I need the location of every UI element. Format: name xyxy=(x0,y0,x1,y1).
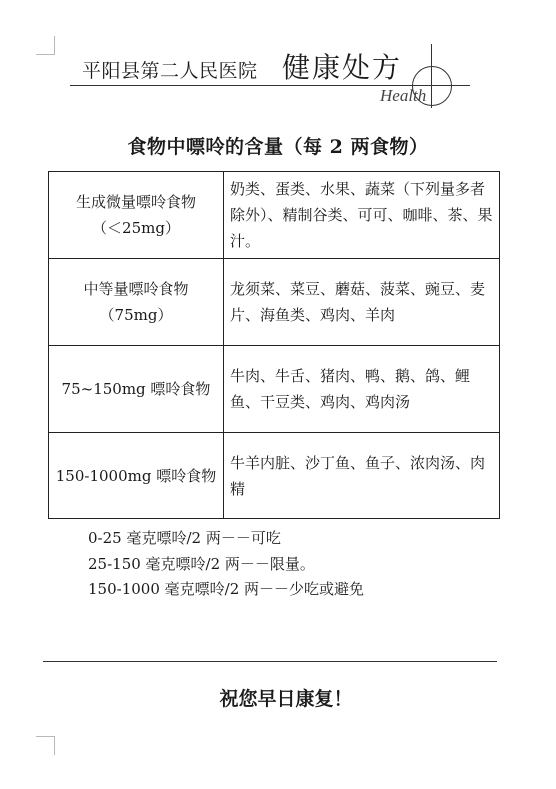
prescription-title: 健康处方 xyxy=(282,51,403,84)
health-label: Health xyxy=(380,86,427,105)
footer-rule xyxy=(43,661,497,662)
purine-content-table xyxy=(48,171,500,519)
crop-mark-bottom-left xyxy=(36,736,55,755)
purine-guidance-notes xyxy=(88,526,364,603)
note-line: 0-25 毫克嘌呤/2 两－－可吃 xyxy=(88,529,281,547)
category-name: 中等量嘌呤食物 xyxy=(83,280,189,298)
document-title: 食物中嘌呤的含量（每 2 两食物） xyxy=(127,136,429,158)
category-amount: （＜25mg） xyxy=(92,219,180,237)
foods-cell: 奶类、蛋类、水果、蔬菜（下列量多者除外）、精制谷类、可可、咖啡、茶、果汁。 xyxy=(224,172,500,259)
crosshair-vertical-line xyxy=(431,44,432,108)
foods-cell: 牛羊内脏、沙丁鱼、鱼子、浓肉汤、肉精 xyxy=(224,433,500,519)
table-row xyxy=(49,346,500,433)
prescription-header xyxy=(0,0,556,120)
closing-message: 祝您早日康复！ xyxy=(219,688,353,710)
category-cell xyxy=(49,259,224,346)
table-row xyxy=(49,433,500,519)
category-name: 75~150mg 嘌呤食物 xyxy=(61,380,211,398)
category-name: 150-1000mg 嘌呤食物 xyxy=(55,466,217,485)
category-name: 生成微量嘌呤食物 xyxy=(75,193,196,211)
note-line: 25-150 毫克嘌呤/2 两－－限量。 xyxy=(88,554,315,573)
category-cell xyxy=(49,433,224,519)
table-row xyxy=(49,172,500,259)
hospital-name: 平阳县第二人民医院 xyxy=(82,60,258,82)
foods-cell: 龙须菜、菜豆、蘑菇、菠菜、豌豆、麦片、海鱼类、鸡肉、羊肉 xyxy=(224,259,500,346)
foods-cell: 牛肉、牛舌、猪肉、鸭、鹅、鸽、鲤鱼、干豆类、鸡肉、鸡肉汤 xyxy=(224,346,500,433)
category-amount: （75mg） xyxy=(99,306,173,324)
category-cell xyxy=(49,346,224,433)
note-line: 150-1000 毫克嘌呤/2 两－－少吃或避免 xyxy=(88,580,365,598)
table-row xyxy=(49,259,500,346)
category-cell xyxy=(49,172,224,259)
